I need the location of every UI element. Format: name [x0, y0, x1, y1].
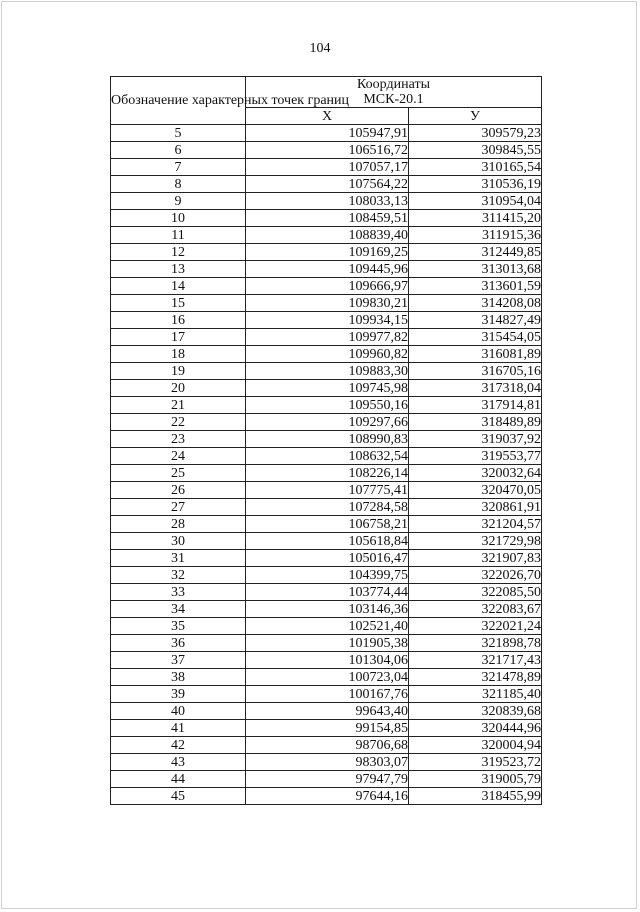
table-row: [111, 720, 542, 737]
y-coordinate-cell: 316081,89: [409, 346, 542, 363]
x-coordinate-cell: 109445,96: [246, 261, 409, 278]
table-row: [111, 159, 542, 176]
table-row: [111, 788, 542, 805]
y-coordinate-cell: 319005,79: [409, 771, 542, 788]
point-number-cell: 38: [111, 669, 246, 686]
y-coordinate-cell: 319037,92: [409, 431, 542, 448]
table-row: [111, 329, 542, 346]
x-coordinate-cell: 107284,58: [246, 499, 409, 516]
x-coordinate-cell: 104399,75: [246, 567, 409, 584]
point-number-cell: 16: [111, 312, 246, 329]
y-coordinate-cell: 320470,05: [409, 482, 542, 499]
point-number-cell: 39: [111, 686, 246, 703]
x-coordinate-cell: 99643,40: [246, 703, 409, 720]
table-row: [111, 771, 542, 788]
y-coordinate-cell: 314208,08: [409, 295, 542, 312]
table-row: [111, 261, 542, 278]
y-coordinate-cell: 322021,24: [409, 618, 542, 635]
table-row: [111, 703, 542, 720]
x-coordinate-cell: 107775,41: [246, 482, 409, 499]
x-coordinate-cell: 109960,82: [246, 346, 409, 363]
table-row: [111, 414, 542, 431]
table-row: [111, 227, 542, 244]
table-row: [111, 533, 542, 550]
point-number-cell: 7: [111, 159, 246, 176]
x-coordinate-cell: 109297,66: [246, 414, 409, 431]
table-row: [111, 686, 542, 703]
y-header: У: [409, 108, 542, 125]
x-coordinate-cell: 108226,14: [246, 465, 409, 482]
x-coordinate-cell: 97644,16: [246, 788, 409, 805]
point-number-cell: 45: [111, 788, 246, 805]
x-coordinate-cell: 107057,17: [246, 159, 409, 176]
x-coordinate-cell: 107564,22: [246, 176, 409, 193]
x-coordinate-cell: 109745,98: [246, 380, 409, 397]
point-number-cell: 34: [111, 601, 246, 618]
x-coordinate-cell: 102521,40: [246, 618, 409, 635]
point-number-cell: 35: [111, 618, 246, 635]
point-number-cell: 20: [111, 380, 246, 397]
table-header-row: [111, 77, 542, 108]
y-coordinate-cell: 320444,96: [409, 720, 542, 737]
point-number-cell: 40: [111, 703, 246, 720]
point-number-cell: 19: [111, 363, 246, 380]
x-coordinate-cell: 101304,06: [246, 652, 409, 669]
table-row: [111, 669, 542, 686]
y-coordinate-cell: 309845,55: [409, 142, 542, 159]
x-coordinate-cell: 109934,15: [246, 312, 409, 329]
x-coordinate-cell: 103146,36: [246, 601, 409, 618]
table-row: [111, 737, 542, 754]
table-row: [111, 618, 542, 635]
point-number-cell: 10: [111, 210, 246, 227]
point-number-cell: 17: [111, 329, 246, 346]
point-number-cell: 33: [111, 584, 246, 601]
point-number-cell: 21: [111, 397, 246, 414]
x-coordinate-cell: 98706,68: [246, 737, 409, 754]
y-coordinate-cell: 321907,83: [409, 550, 542, 567]
table-row: [111, 363, 542, 380]
y-coordinate-cell: 318489,89: [409, 414, 542, 431]
y-coordinate-cell: 318455,99: [409, 788, 542, 805]
x-header: Х: [246, 108, 409, 125]
point-number-cell: 30: [111, 533, 246, 550]
y-coordinate-cell: 320032,64: [409, 465, 542, 482]
y-coordinate-cell: 310536,19: [409, 176, 542, 193]
y-coordinate-cell: 321729,98: [409, 533, 542, 550]
point-number-cell: 22: [111, 414, 246, 431]
table-row: [111, 210, 542, 227]
table-row: [111, 397, 542, 414]
table-row: [111, 567, 542, 584]
x-coordinate-cell: 109977,82: [246, 329, 409, 346]
y-coordinate-cell: 309579,23: [409, 125, 542, 142]
point-number-cell: 14: [111, 278, 246, 295]
designation-header: Обозначение характерных точек границ: [111, 77, 246, 125]
table-row: [111, 516, 542, 533]
point-number-cell: 11: [111, 227, 246, 244]
y-coordinate-cell: 320839,68: [409, 703, 542, 720]
x-coordinate-cell: 105016,47: [246, 550, 409, 567]
y-coordinate-cell: 321478,89: [409, 669, 542, 686]
y-coordinate-cell: 319553,77: [409, 448, 542, 465]
x-coordinate-cell: 108632,54: [246, 448, 409, 465]
coordinates-title: Координаты: [357, 77, 430, 92]
y-coordinate-cell: 322026,70: [409, 567, 542, 584]
point-number-cell: 8: [111, 176, 246, 193]
x-coordinate-cell: 109883,30: [246, 363, 409, 380]
x-coordinate-cell: 103774,44: [246, 584, 409, 601]
x-coordinate-cell: 100723,04: [246, 669, 409, 686]
point-number-cell: 18: [111, 346, 246, 363]
point-number-cell: 24: [111, 448, 246, 465]
x-coordinate-cell: 105947,91: [246, 125, 409, 142]
x-coordinate-cell: 109550,16: [246, 397, 409, 414]
point-number-cell: 28: [111, 516, 246, 533]
x-coordinate-cell: 109169,25: [246, 244, 409, 261]
x-coordinate-cell: 109830,21: [246, 295, 409, 312]
y-coordinate-cell: 321717,43: [409, 652, 542, 669]
page-number: 104: [309, 41, 331, 56]
point-number-cell: 13: [111, 261, 246, 278]
point-number-cell: 43: [111, 754, 246, 771]
y-coordinate-cell: 317914,81: [409, 397, 542, 414]
y-coordinate-cell: 310165,54: [409, 159, 542, 176]
y-coordinate-cell: 316705,16: [409, 363, 542, 380]
x-coordinate-cell: 109666,97: [246, 278, 409, 295]
y-coordinate-cell: 321185,40: [409, 686, 542, 703]
table-row: [111, 346, 542, 363]
point-number-cell: 44: [111, 771, 246, 788]
x-coordinate-cell: 108459,51: [246, 210, 409, 227]
table-row: [111, 125, 542, 142]
table-row: [111, 295, 542, 312]
point-number-cell: 27: [111, 499, 246, 516]
table-row: [111, 584, 542, 601]
y-coordinate-cell: 312449,85: [409, 244, 542, 261]
table-row: [111, 380, 542, 397]
y-coordinate-cell: 313601,59: [409, 278, 542, 295]
y-coordinate-cell: 322083,67: [409, 601, 542, 618]
point-number-cell: 5: [111, 125, 246, 142]
table-row: [111, 465, 542, 482]
x-coordinate-cell: 97947,79: [246, 771, 409, 788]
table-row: [111, 312, 542, 329]
y-coordinate-cell: 311915,36: [409, 227, 542, 244]
table-row: [111, 193, 542, 210]
y-coordinate-cell: 321204,57: [409, 516, 542, 533]
point-number-cell: 42: [111, 737, 246, 754]
coordinates-table: [110, 76, 542, 805]
table-row: [111, 601, 542, 618]
y-coordinate-cell: 317318,04: [409, 380, 542, 397]
y-coordinate-cell: 315454,05: [409, 329, 542, 346]
point-number-cell: 37: [111, 652, 246, 669]
y-coordinate-cell: 310954,04: [409, 193, 542, 210]
point-number-cell: 26: [111, 482, 246, 499]
table-row: [111, 754, 542, 771]
table-row: [111, 431, 542, 448]
point-number-cell: 9: [111, 193, 246, 210]
y-coordinate-cell: 311415,20: [409, 210, 542, 227]
table-body: [111, 125, 542, 805]
y-coordinate-cell: 313013,68: [409, 261, 542, 278]
table-row: [111, 482, 542, 499]
coordinate-system: МСК-20.1: [363, 92, 424, 107]
x-coordinate-cell: 105618,84: [246, 533, 409, 550]
point-number-cell: 6: [111, 142, 246, 159]
table-row: [111, 499, 542, 516]
x-coordinate-cell: 108033,13: [246, 193, 409, 210]
x-coordinate-cell: 106516,72: [246, 142, 409, 159]
table-row: [111, 278, 542, 295]
point-number-cell: 36: [111, 635, 246, 652]
x-coordinate-cell: 99154,85: [246, 720, 409, 737]
point-number-cell: 32: [111, 567, 246, 584]
y-coordinate-cell: 322085,50: [409, 584, 542, 601]
point-number-cell: 31: [111, 550, 246, 567]
x-coordinate-cell: 98303,07: [246, 754, 409, 771]
point-number-cell: 41: [111, 720, 246, 737]
point-number-cell: 23: [111, 431, 246, 448]
y-coordinate-cell: 321898,78: [409, 635, 542, 652]
x-coordinate-cell: 100167,76: [246, 686, 409, 703]
x-coordinate-cell: 108990,83: [246, 431, 409, 448]
table-row: [111, 550, 542, 567]
table-row: [111, 652, 542, 669]
y-coordinate-cell: 320861,91: [409, 499, 542, 516]
y-coordinate-cell: 314827,49: [409, 312, 542, 329]
table-row: [111, 176, 542, 193]
point-number-cell: 25: [111, 465, 246, 482]
table-row: [111, 142, 542, 159]
x-coordinate-cell: 108839,40: [246, 227, 409, 244]
y-coordinate-cell: 319523,72: [409, 754, 542, 771]
y-coordinate-cell: 320004,94: [409, 737, 542, 754]
table-row: [111, 448, 542, 465]
point-number-cell: 12: [111, 244, 246, 261]
point-number-cell: 15: [111, 295, 246, 312]
x-coordinate-cell: 101905,38: [246, 635, 409, 652]
table-row: [111, 244, 542, 261]
table-row: [111, 635, 542, 652]
x-coordinate-cell: 106758,21: [246, 516, 409, 533]
